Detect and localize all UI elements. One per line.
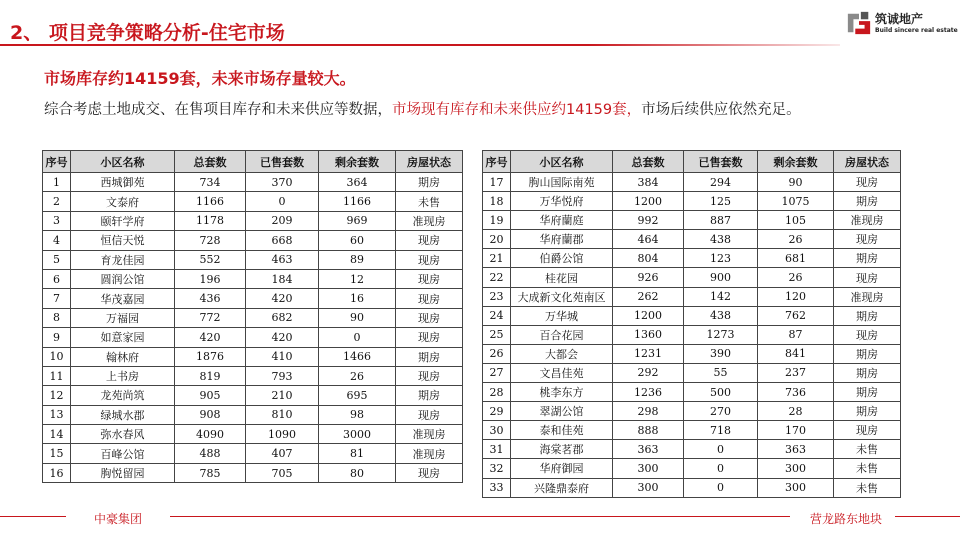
col-status-cell: 期房 [396, 386, 463, 405]
col-status-cell: 准现房 [396, 211, 463, 230]
col-sold-cell: 500 [684, 383, 758, 402]
col-sold-cell: 0 [684, 478, 758, 497]
col-status-cell: 期房 [834, 363, 901, 382]
col-sold-cell: 793 [246, 366, 319, 385]
col-index-cell: 7 [43, 289, 71, 308]
col-sold-cell: 0 [684, 440, 758, 459]
col-total-cell: 196 [175, 269, 246, 288]
col-total-cell: 888 [613, 421, 684, 440]
col-name-cell: 百峰公馆 [71, 444, 175, 463]
col-index-cell: 28 [483, 383, 511, 402]
table-row [483, 478, 901, 497]
col-index-cell: 20 [483, 230, 511, 249]
col-sold-cell: 705 [246, 463, 319, 482]
table-row [483, 325, 901, 344]
col-name-cell: 百合花园 [511, 325, 613, 344]
col-sold-cell: 463 [246, 250, 319, 269]
table-row [483, 421, 901, 440]
table-row [483, 249, 901, 268]
col-sold-cell: 184 [246, 269, 319, 288]
col-total-cell: 552 [175, 250, 246, 269]
col-total-cell: 384 [613, 173, 684, 192]
col-name-cell: 海棠茗郡 [511, 440, 613, 459]
col-status-cell: 未售 [396, 192, 463, 211]
table-row [483, 402, 901, 421]
col-total-cell: 926 [613, 268, 684, 287]
col-remaining-cell: 16 [319, 289, 396, 308]
col-index-cell: 6 [43, 269, 71, 288]
col-total-cell: 420 [175, 328, 246, 347]
col-name-cell: 恒信天悦 [71, 231, 175, 250]
paragraph-text: 市场后续供应依然充足。 [641, 102, 801, 118]
col-name-cell: 万福园 [71, 308, 175, 327]
col-sold-cell: 0 [246, 192, 319, 211]
col-remaining-cell: 89 [319, 250, 396, 269]
col-index-cell: 2 [43, 192, 71, 211]
col-sold-cell: 294 [684, 173, 758, 192]
col-sold-cell: 718 [684, 421, 758, 440]
col-index-cell: 25 [483, 325, 511, 344]
subtitle: 市场库存约14159套，未来市场存量较大。 [44, 69, 356, 88]
col-remaining-cell: 0 [319, 328, 396, 347]
col-index-cell: 8 [43, 308, 71, 327]
col-name-cell: 朐山国际南苑 [511, 173, 613, 192]
col-name-cell: 大都会 [511, 344, 613, 363]
col-name-cell: 文泰府 [71, 192, 175, 211]
col-status-cell: 期房 [834, 402, 901, 421]
col-remaining-cell: 841 [758, 344, 834, 363]
logo-icon [846, 10, 872, 36]
col-name-cell: 万华悦府 [511, 192, 613, 211]
col-sold-cell: 668 [246, 231, 319, 250]
col-status-cell: 现房 [834, 325, 901, 344]
col-sold-cell: 438 [684, 230, 758, 249]
col-sold-cell: 270 [684, 402, 758, 421]
col-remaining-cell: 87 [758, 325, 834, 344]
col-total-cell: 1360 [613, 325, 684, 344]
col-name-cell: 如意家园 [71, 328, 175, 347]
table-row [483, 306, 901, 325]
col-total-cell: 819 [175, 366, 246, 385]
footer-line-center [170, 516, 790, 517]
col-name-cell: 大成新文化苑南区 [511, 287, 613, 306]
table-row [43, 231, 463, 250]
col-status-cell: 未售 [834, 440, 901, 459]
title-divider [0, 44, 840, 46]
col-index-cell: 32 [483, 459, 511, 478]
col-status-cell: 期房 [834, 249, 901, 268]
col-status-cell: 期房 [834, 192, 901, 211]
table-row [43, 192, 463, 211]
col-total-cell: 488 [175, 444, 246, 463]
col-status-cell: 现房 [396, 289, 463, 308]
col-total-cell: 300 [613, 459, 684, 478]
table-row [483, 287, 901, 306]
col-name-cell: 翰林府 [71, 347, 175, 366]
col-remaining-cell: 170 [758, 421, 834, 440]
col-index-cell: 18 [483, 192, 511, 211]
header-col-status: 房屋状态 [834, 151, 901, 173]
table-row [43, 425, 463, 444]
col-status-cell: 准现房 [396, 425, 463, 444]
col-total-cell: 1236 [613, 383, 684, 402]
col-sold-cell: 370 [246, 173, 319, 192]
col-total-cell: 1178 [175, 211, 246, 230]
table-row [43, 308, 463, 327]
header-col-status: 房屋状态 [396, 151, 463, 173]
col-remaining-cell: 300 [758, 478, 834, 497]
col-sold-cell: 410 [246, 347, 319, 366]
col-index-cell: 21 [483, 249, 511, 268]
col-name-cell: 西城御苑 [71, 173, 175, 192]
col-status-cell: 未售 [834, 459, 901, 478]
col-index-cell: 5 [43, 250, 71, 269]
table-row [483, 230, 901, 249]
col-sold-cell: 420 [246, 289, 319, 308]
col-status-cell: 现房 [396, 463, 463, 482]
table-row [483, 192, 901, 211]
col-index-cell: 1 [43, 173, 71, 192]
col-status-cell: 准现房 [834, 211, 901, 230]
col-index-cell: 31 [483, 440, 511, 459]
logo-text: 筑诚地产 [875, 11, 924, 26]
col-name-cell: 翠湖公馆 [511, 402, 613, 421]
table-row [43, 386, 463, 405]
col-remaining-cell: 1466 [319, 347, 396, 366]
footer-line-left [0, 516, 66, 517]
table-row [483, 440, 901, 459]
col-remaining-cell: 736 [758, 383, 834, 402]
col-index-cell: 9 [43, 328, 71, 347]
col-remaining-cell: 3000 [319, 425, 396, 444]
table-row [483, 344, 901, 363]
table-row [43, 463, 463, 482]
col-name-cell: 朐悦留园 [71, 463, 175, 482]
col-status-cell: 现房 [396, 250, 463, 269]
col-name-cell: 上书房 [71, 366, 175, 385]
col-index-cell: 10 [43, 347, 71, 366]
col-remaining-cell: 762 [758, 306, 834, 325]
table-row [483, 173, 901, 192]
col-index-cell: 29 [483, 402, 511, 421]
table-row [43, 250, 463, 269]
col-total-cell: 1200 [613, 192, 684, 211]
footer-line-right [895, 516, 960, 517]
col-total-cell: 908 [175, 405, 246, 424]
col-total-cell: 772 [175, 308, 246, 327]
table-row [43, 211, 463, 230]
col-index-cell: 11 [43, 366, 71, 385]
col-name-cell: 泰和佳苑 [511, 421, 613, 440]
col-total-cell: 262 [613, 287, 684, 306]
header-col-total: 总套数 [613, 151, 684, 173]
col-sold-cell: 0 [684, 459, 758, 478]
col-remaining-cell: 1166 [319, 192, 396, 211]
col-status-cell: 现房 [396, 366, 463, 385]
col-total-cell: 1876 [175, 347, 246, 366]
col-remaining-cell: 105 [758, 211, 834, 230]
col-total-cell: 298 [613, 402, 684, 421]
header-col-sold: 已售套数 [246, 151, 319, 173]
col-name-cell: 育龙佳园 [71, 250, 175, 269]
col-name-cell: 桃李东方 [511, 383, 613, 402]
table-row [43, 269, 463, 288]
table-row [483, 459, 901, 478]
col-remaining-cell: 1075 [758, 192, 834, 211]
header-col-name: 小区名称 [511, 151, 613, 173]
header-col-sold: 已售套数 [684, 151, 758, 173]
col-remaining-cell: 26 [758, 230, 834, 249]
col-status-cell: 期房 [834, 306, 901, 325]
table-row [43, 328, 463, 347]
footer-project: 营龙路东地块 [810, 512, 883, 526]
col-remaining-cell: 81 [319, 444, 396, 463]
header-col-index: 序号 [483, 151, 511, 173]
col-index-cell: 14 [43, 425, 71, 444]
col-sold-cell: 142 [684, 287, 758, 306]
col-remaining-cell: 28 [758, 402, 834, 421]
col-remaining-cell: 80 [319, 463, 396, 482]
col-index-cell: 23 [483, 287, 511, 306]
col-remaining-cell: 120 [758, 287, 834, 306]
col-remaining-cell: 26 [758, 268, 834, 287]
col-status-cell: 现房 [834, 421, 901, 440]
footer-company: 中豪集团 [94, 512, 143, 526]
col-sold-cell: 209 [246, 211, 319, 230]
col-name-cell: 圆润公馆 [71, 269, 175, 288]
table-row [43, 366, 463, 385]
header-col-index: 序号 [43, 151, 71, 173]
col-status-cell: 期房 [396, 347, 463, 366]
col-status-cell: 准现房 [396, 444, 463, 463]
col-sold-cell: 420 [246, 328, 319, 347]
col-index-cell: 12 [43, 386, 71, 405]
col-remaining-cell: 60 [319, 231, 396, 250]
col-remaining-cell: 695 [319, 386, 396, 405]
col-name-cell: 弥水春风 [71, 425, 175, 444]
paragraph-highlight: 市场现有库存和未来供应约14159套， [392, 102, 642, 118]
col-index-cell: 17 [483, 173, 511, 192]
col-name-cell: 华府蘭庭 [511, 211, 613, 230]
col-sold-cell: 887 [684, 211, 758, 230]
table-header-row [483, 151, 901, 173]
col-total-cell: 804 [613, 249, 684, 268]
col-remaining-cell: 26 [319, 366, 396, 385]
col-index-cell: 13 [43, 405, 71, 424]
col-index-cell: 24 [483, 306, 511, 325]
col-name-cell: 华府蘭郡 [511, 230, 613, 249]
inventory-table-right [482, 150, 901, 498]
col-total-cell: 734 [175, 173, 246, 192]
table-row [43, 405, 463, 424]
col-sold-cell: 407 [246, 444, 319, 463]
col-remaining-cell: 98 [319, 405, 396, 424]
col-status-cell: 现房 [396, 269, 463, 288]
col-status-cell: 未售 [834, 478, 901, 497]
col-sold-cell: 210 [246, 386, 319, 405]
col-status-cell: 现房 [834, 230, 901, 249]
col-total-cell: 785 [175, 463, 246, 482]
col-remaining-cell: 90 [319, 308, 396, 327]
col-index-cell: 30 [483, 421, 511, 440]
col-total-cell: 363 [613, 440, 684, 459]
col-remaining-cell: 363 [758, 440, 834, 459]
col-remaining-cell: 969 [319, 211, 396, 230]
col-status-cell: 现房 [396, 308, 463, 327]
col-remaining-cell: 12 [319, 269, 396, 288]
col-sold-cell: 810 [246, 405, 319, 424]
col-name-cell: 兴隆鼎泰府 [511, 478, 613, 497]
col-total-cell: 4090 [175, 425, 246, 444]
col-status-cell: 现房 [396, 231, 463, 250]
table-row [43, 347, 463, 366]
col-index-cell: 15 [43, 444, 71, 463]
col-total-cell: 728 [175, 231, 246, 250]
table-row [483, 383, 901, 402]
table-row [43, 444, 463, 463]
summary-paragraph [44, 98, 801, 119]
col-status-cell: 准现房 [834, 287, 901, 306]
col-sold-cell: 438 [684, 306, 758, 325]
col-total-cell: 436 [175, 289, 246, 308]
col-status-cell: 现房 [396, 405, 463, 424]
col-status-cell: 期房 [834, 383, 901, 402]
col-index-cell: 3 [43, 211, 71, 230]
col-remaining-cell: 237 [758, 363, 834, 382]
col-index-cell: 33 [483, 478, 511, 497]
col-total-cell: 1200 [613, 306, 684, 325]
table-row [483, 363, 901, 382]
inventory-table-left [42, 150, 463, 483]
col-total-cell: 300 [613, 478, 684, 497]
header-col-name: 小区名称 [71, 151, 175, 173]
col-total-cell: 292 [613, 363, 684, 382]
col-name-cell: 华府御园 [511, 459, 613, 478]
header-col-remaining: 剩余套数 [319, 151, 396, 173]
col-status-cell: 期房 [396, 173, 463, 192]
col-sold-cell: 390 [684, 344, 758, 363]
table-header-row [43, 151, 463, 173]
col-sold-cell: 55 [684, 363, 758, 382]
col-sold-cell: 1273 [684, 325, 758, 344]
col-index-cell: 22 [483, 268, 511, 287]
col-index-cell: 4 [43, 231, 71, 250]
col-sold-cell: 682 [246, 308, 319, 327]
col-name-cell: 龙苑尚筑 [71, 386, 175, 405]
col-remaining-cell: 364 [319, 173, 396, 192]
col-total-cell: 464 [613, 230, 684, 249]
table-row [483, 211, 901, 230]
logo-subtext: Build sincere real estate [875, 26, 958, 34]
col-name-cell: 绿城水郡 [71, 405, 175, 424]
col-sold-cell: 125 [684, 192, 758, 211]
col-status-cell: 现房 [396, 328, 463, 347]
col-name-cell: 文昌佳苑 [511, 363, 613, 382]
col-sold-cell: 1090 [246, 425, 319, 444]
col-name-cell: 伯爵公馆 [511, 249, 613, 268]
col-total-cell: 905 [175, 386, 246, 405]
table-row [43, 173, 463, 192]
col-name-cell: 颐轩学府 [71, 211, 175, 230]
col-name-cell: 万华城 [511, 306, 613, 325]
col-name-cell: 桂花园 [511, 268, 613, 287]
col-remaining-cell: 300 [758, 459, 834, 478]
col-remaining-cell: 90 [758, 173, 834, 192]
col-sold-cell: 123 [684, 249, 758, 268]
col-status-cell: 期房 [834, 344, 901, 363]
col-sold-cell: 900 [684, 268, 758, 287]
company-logo [846, 4, 960, 42]
col-index-cell: 19 [483, 211, 511, 230]
col-index-cell: 27 [483, 363, 511, 382]
table-row [43, 289, 463, 308]
col-total-cell: 1231 [613, 344, 684, 363]
col-total-cell: 1166 [175, 192, 246, 211]
col-index-cell: 16 [43, 463, 71, 482]
col-remaining-cell: 681 [758, 249, 834, 268]
col-status-cell: 现房 [834, 173, 901, 192]
col-status-cell: 现房 [834, 268, 901, 287]
col-total-cell: 992 [613, 211, 684, 230]
col-index-cell: 26 [483, 344, 511, 363]
col-name-cell: 华茂嘉园 [71, 289, 175, 308]
header-col-remaining: 剩余套数 [758, 151, 834, 173]
header-col-total: 总套数 [175, 151, 246, 173]
page-title: 2、 项目竞争策略分析-住宅市场 [10, 22, 285, 44]
table-row [483, 268, 901, 287]
paragraph-text: 综合考虑土地成交、在售项目库存和未来供应等数据， [44, 102, 392, 118]
